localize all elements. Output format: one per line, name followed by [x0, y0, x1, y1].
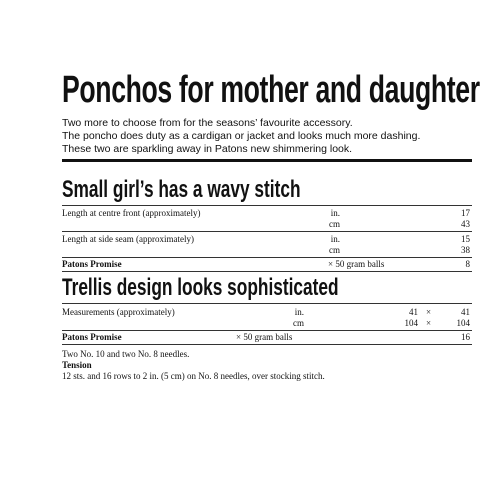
- tension-label: Tension: [62, 360, 92, 370]
- times-sign: ×: [426, 307, 432, 317]
- section-heading-small-girl: Small girl’s has a wavy stitch: [62, 176, 301, 203]
- pattern-notes: [62, 349, 482, 382]
- table-rule: [62, 231, 472, 232]
- intro-line: Two more to choose from for the seasons’ favourite accessory.: [62, 117, 353, 129]
- row-value: 104: [456, 318, 470, 328]
- row-value: 15: [461, 234, 470, 244]
- row-value: 41: [461, 307, 470, 317]
- row-label: Length at centre front (approximately): [62, 208, 201, 218]
- row-unit: cm: [329, 245, 340, 255]
- row-unit: in.: [330, 208, 340, 218]
- table-rule: [62, 271, 472, 272]
- intro-line: The poncho does duty as a cardigan or jacket and looks much more dashing.: [62, 130, 421, 142]
- yarn-label: Patons Promise: [62, 332, 122, 342]
- intro-text: [62, 117, 482, 156]
- table-rule: [62, 303, 472, 304]
- yarn-value: 8: [465, 259, 470, 269]
- row-label: Measurements (approximately): [62, 307, 175, 317]
- row-label: Length at side seam (approximately): [62, 234, 194, 244]
- yarn-unit: × 50 gram balls: [236, 332, 293, 342]
- yarn-value: 16: [461, 332, 470, 342]
- row-unit: cm: [293, 318, 304, 328]
- intro-line: These two are sparkling away in Patons new shimmering look.: [62, 143, 353, 155]
- row-value: 104: [404, 318, 418, 328]
- tension-text: 12 sts. and 16 rows to 2 in. (5 cm) on No. 8 needles, over stocking stitch.: [62, 371, 325, 381]
- table-rule: [62, 205, 472, 206]
- row-value: 17: [461, 208, 470, 218]
- table-rule: [62, 330, 472, 331]
- row-unit: cm: [329, 219, 340, 229]
- times-sign: ×: [426, 318, 432, 328]
- table-rule: [62, 344, 472, 345]
- section-divider: [62, 159, 472, 162]
- row-value: 43: [461, 219, 470, 229]
- row-unit: in.: [294, 307, 304, 317]
- page-title: Ponchos for mother and daughter: [62, 69, 480, 111]
- yarn-label: Patons Promise: [62, 259, 122, 269]
- section-heading-trellis: Trellis design looks sophisticated: [62, 274, 339, 301]
- needles-text: Two No. 10 and two No. 8 needles.: [62, 349, 190, 359]
- yarn-unit: × 50 gram balls: [328, 259, 385, 269]
- row-value: 41: [409, 307, 418, 317]
- row-unit: in.: [330, 234, 340, 244]
- table-rule: [62, 257, 472, 258]
- row-value: 38: [461, 245, 470, 255]
